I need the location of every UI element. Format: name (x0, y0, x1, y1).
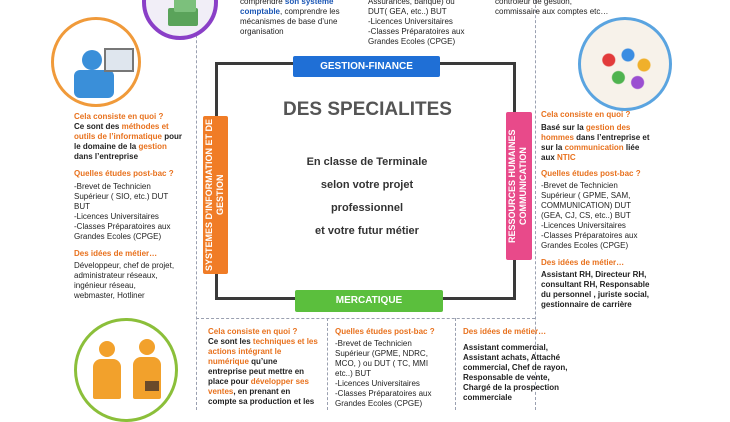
right-description: Basé sur la gestion des hommes dans l’entreprise et sur la communication liée aux NTIC (541, 123, 650, 162)
bottom-a-question: Cela consiste en quoi ? (208, 327, 298, 336)
bottom-column-a (208, 327, 326, 407)
bottom-c-jobs: Assistant commercial, Assistant achats, Attaché commercial, Chef de rayon, Responsable de vente, Chargé de la prospection commerciale (463, 343, 568, 402)
divider-bottom (196, 318, 535, 319)
center-line-3: professionnel (330, 202, 404, 214)
bottom-b-studies: -Brevet de Technicien Supérieur (GPME, NDRC, MCO, ) ou DUT ( TC, MMI etc..) BUT -Licences Universitaires -Classes Préparatoires aux Grandes Ecoles (CPGE) (335, 339, 432, 408)
tag-mercatique: MERCATIQUE (295, 290, 443, 312)
divider-bottom-a (327, 318, 328, 410)
left-question-jobs: Des idées de métier… (74, 249, 158, 258)
right-question-what: Cela consiste en quoi ? (541, 110, 631, 119)
left-column (74, 112, 199, 301)
bottom-b-question: Quelles études post-bac ? (335, 327, 435, 336)
center-line-1: En classe de Terminale (306, 156, 428, 168)
right-studies: -Brevet de Technicien Supérieur ( GPME, SAM, COMMUNICATION) DUT (GEA, CJ, CS, etc..) BUT -Licences Universitaires -Classes Préparatoires aux Grandes Ecoles (CPGE) (541, 181, 638, 250)
title-des-specialites: DES SPECIALITES (283, 99, 452, 120)
right-jobs: Assistant RH, Directeur RH, consultant RH, Responsable du personnel , juriste social, gestionnaire de carrière (541, 270, 650, 309)
left-question-studies: Quelles études post-bac ? (74, 169, 174, 178)
money-illustration (142, 0, 218, 40)
computer-user-illustration (51, 17, 141, 107)
right-column (541, 110, 661, 310)
top-right-text: contrôleur de gestion, commissaire aux comptes etc… (495, 0, 609, 16)
handshake-illustration (74, 318, 178, 422)
center-line-4: et votre futur métier (315, 225, 419, 237)
center-line-2: selon votre projet (320, 179, 414, 191)
right-question-studies: Quelles études post-bac ? (541, 169, 641, 178)
tag-ressources-humaines: RESSOURCES HUMAINES COMMUNICATION (506, 112, 532, 260)
tag-systemes-information: SYSTEMES D'INFORMATION ET DE GESTION (203, 116, 228, 274)
left-question-what: Cela consiste en quoi ? (74, 112, 164, 121)
bottom-c-question: Des idées de métier… (463, 327, 547, 336)
left-studies: -Brevet de Technicien Supérieur ( SIO, etc.) DUT BUT -Licences Universitaires -Classes Préparatoires aux Grandes Ecoles (CPGE) (74, 182, 171, 241)
bottom-a-description: Ce sont les techniques et les actions intégrant le numérique qu’une entreprise peut mettre en place pour développer ses ventes, en prenant en compte sa production et les (208, 337, 318, 406)
tag-gestion-finance: GESTION-FINANCE (293, 56, 440, 77)
top-middle-text: Assurances, banque) ou DUT( GEA, etc..) BUT -Licences Universitaires -Classes Préparatoires aux Grandes Ecoles (CPGE) (368, 0, 465, 46)
left-description: Ce sont des méthodes et outils de l’informatique pour le domaine de la gestion dans l’entreprise (74, 122, 183, 161)
bottom-column-b (335, 327, 453, 409)
bottom-column-c (463, 327, 581, 403)
left-jobs: Développeur, chef de projet, administrateur réseaux, ingénieur réseau, webmaster, Hotliner (74, 261, 175, 300)
top-left-text: comprendre son système comptable, comprendre les mécanismes de base d’une organisation (240, 0, 340, 36)
divider-bottom-b (455, 318, 456, 410)
crowd-illustration (578, 17, 672, 111)
right-question-jobs: Des idées de métier… (541, 258, 625, 267)
